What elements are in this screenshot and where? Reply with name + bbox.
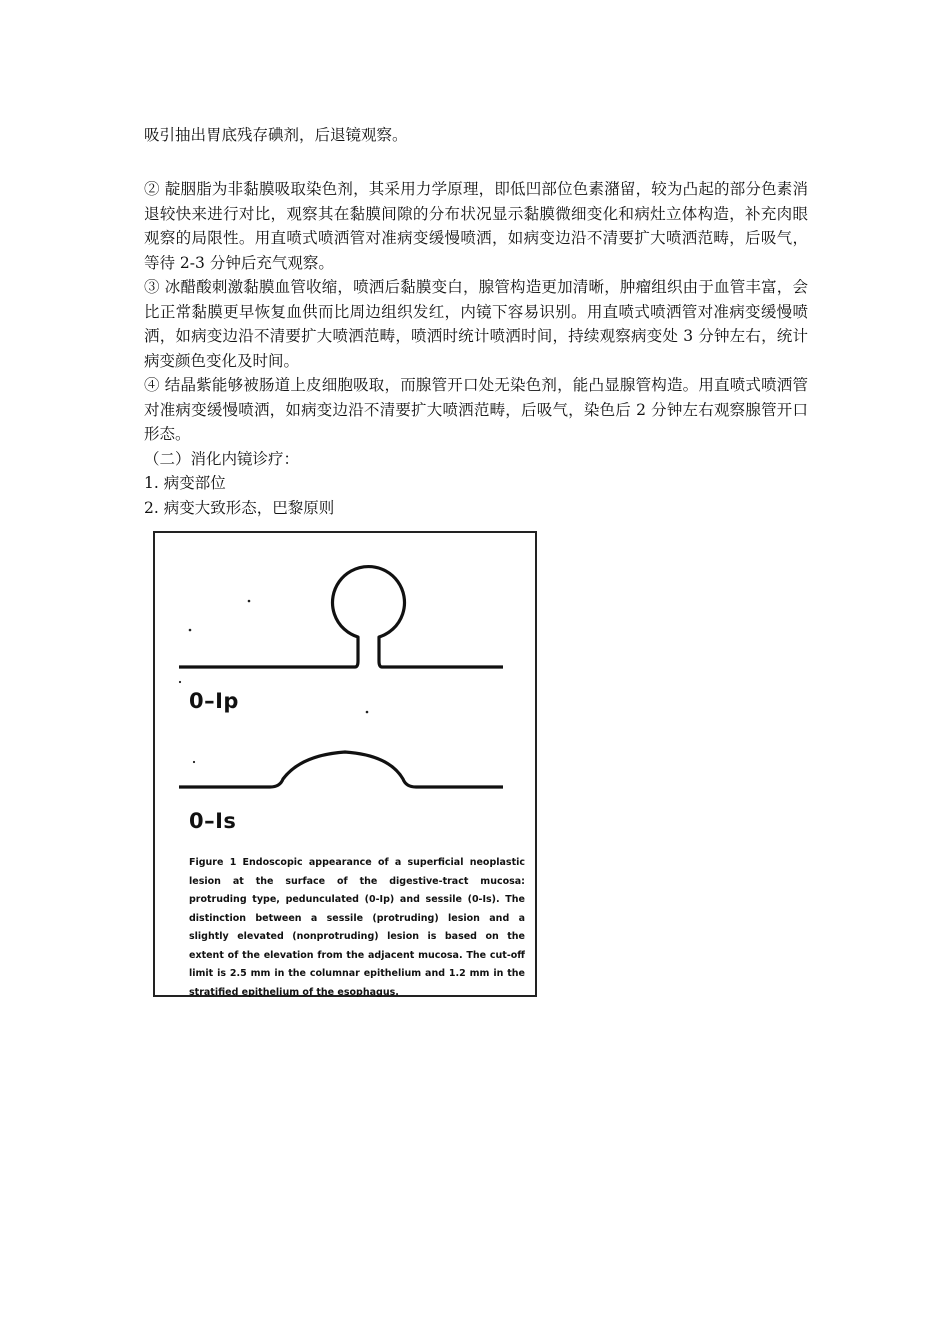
figure-caption: Figure 1 Endoscopic appearance of a superficial neoplastic lesion at the surface of the digestive-tract mucosa: protruding type, pedunculated (0-Ip) and sessile (0-Is). The distinction between a sessile (protruding) lesion and a slightly elevated (nonprotruding) lesion is based on the extent of the elevation from the adjacent mucosa. The cut-off limit is 2.5 mm in the columnar epithelium and 1.2 mm in the stratified epithelium of the esophagus. (189, 857, 525, 998)
list-item-1: 1. 病变部位 (144, 474, 226, 492)
paragraph-crystal-violet: ④ 结晶紫能够被肠道上皮细胞吸取，而腺管开口处无染色剂，能凸显腺管构造。用直喷式喷洒管对准病变缓慢喷洒，如病变边沿不清要扩大喷洒范畴，后吸气，染色后 2 分钟左右观察腺管开口形态。 (144, 376, 808, 443)
paragraph-indigo-carmine: ② 靛胭脂为非黏膜吸取染色剂，其采用力学原理，即低凹部位色素潴留，较为凸起的部分色素消退较快来进行对比，观察其在黏膜间隙的分布状况显示黏膜微细变化和病灶立体构造，补充肉眼观察的局限性。用直喷式喷洒管对准病变缓慢喷洒，如病变边沿不清要扩大喷洒范畴，后吸气，等待 2-3 分钟后充气观察。 (144, 180, 808, 272)
pedunculated-lesion-outline (179, 567, 503, 667)
sessile-lesion-outline (179, 752, 503, 787)
scan-speck (366, 711, 369, 714)
list-item-2: 2. 病变大致形态，巴黎原则 (144, 498, 335, 517)
body-section (144, 177, 808, 520)
paragraph-text: 吸引抽出胃底残存碘剂，后退镜观察。 (144, 126, 408, 144)
paragraph-0 (144, 123, 808, 148)
label-0-ip: 0–Ip (189, 689, 239, 713)
section-heading: （二）消化内镜诊疗： (144, 449, 300, 468)
scan-speck (248, 600, 251, 603)
label-0-is: 0–Is (189, 809, 237, 833)
paragraph-acetic-acid: ③ 冰醋酸刺激黏膜血管收缩，喷洒后黏膜变白，腺管构造更加清晰，肿瘤组织由于血管丰富，会比正常黏膜更早恢复血供而比周边组织发红，内镜下容易识别。用直喷式喷洒管对准病变缓慢喷洒，如病变边沿不清要扩大喷洒范畴，喷洒时统计喷洒时间，持续观察病变处 3 分钟左右，统计病变颜色变化及时间。 (144, 278, 808, 370)
scan-speck (193, 761, 195, 763)
paris-classification-figure (153, 531, 537, 997)
scan-speck (189, 629, 192, 632)
scan-speck (179, 681, 181, 683)
